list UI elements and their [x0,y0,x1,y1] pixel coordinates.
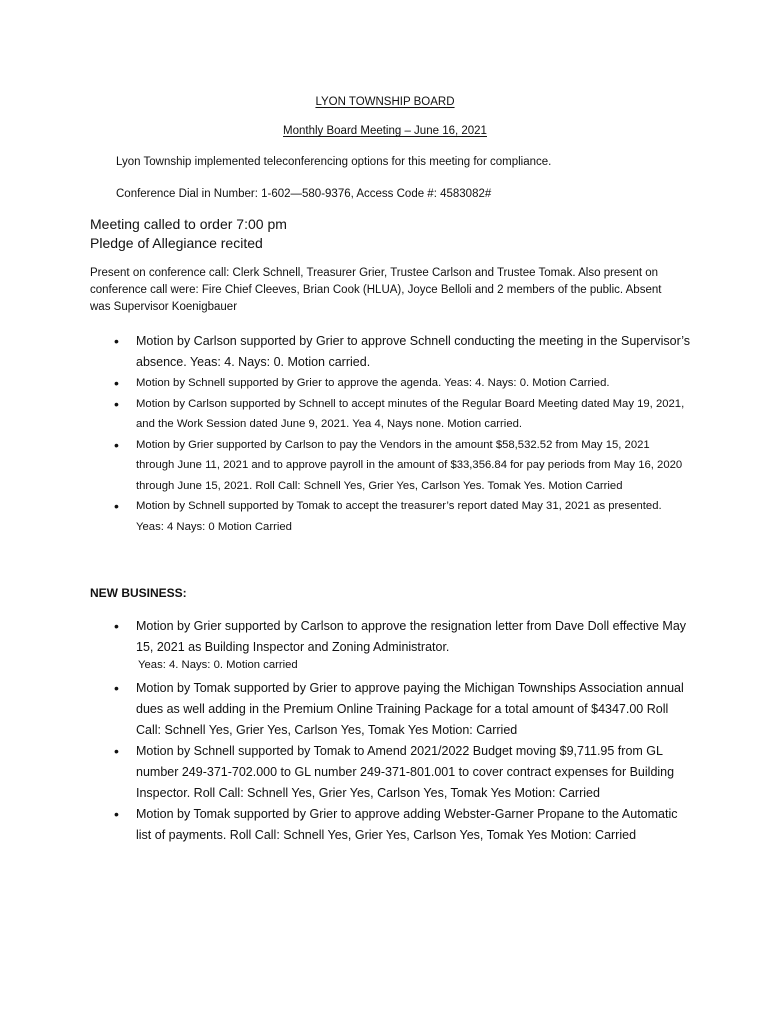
meeting-date-title: Monthly Board Meeting – June 16, 2021 [283,125,487,137]
list-item: • Motion by Schnell supported by Tomak to Amend 2021/2022 Budget moving $9,711.95 from GL number 249-371-702.000 to GL number 249-371-801.001 to cover contract expenses for Building Inspector. Roll Call: Schnell Yes, Grier Yes, Carlson Yes, Tomak Yes Motion: Carried [90,741,690,804]
list-item: • Motion by Schnell supported by Grier to approve the agenda. Yeas: 4. Nays: 0. Motion Carried. [90,373,690,394]
new-business-list-a [90,616,690,658]
teleconference-note: Lyon Township implemented teleconferencing options for this meeting for compliance. [116,156,552,168]
list-item: • Motion by Carlson supported by Grier to approve Schnell conducting the meeting in the Supervisor’s absence. Yeas: 4. Nays: 0. Motion carried. [90,331,690,373]
list-item: • Motion by Schnell supported by Tomak to accept the treasurer’s report dated May 31, 2021 as presented. Yeas: 4 Nays: 0 Motion Carried [90,496,690,537]
document-title: LYON TOWNSHIP BOARD [315,96,455,108]
dial-in-info: Conference Dial in Number: 1-602—580-9376, Access Code #: 4583082# [116,188,492,200]
list-item: • Motion by Grier supported by Carlson to approve the resignation letter from Dave Doll effective May 15, 2021 as Building Inspector and Zoning Administrator. [90,616,690,658]
list-item: • Motion by Carlson supported by Schnell to accept minutes of the Regular Board Meeting dated May 19, 2021, and the Work Session dated June 9, 2021. Yea 4, Nays none. Motion carried. [90,394,690,435]
pledge-line: Pledge of Allegiance recited [90,235,263,251]
new-business-list-b [90,678,690,846]
list-item: • Motion by Tomak supported by Grier to approve adding Webster-Garner Propane to the Automatic list of payments. Roll Call: Schnell Yes, Grier Yes, Carlson Yes, Tomak Yes Motion: Carried [90,804,690,846]
call-to-order: Meeting called to order 7:00 pm [90,216,287,232]
new-business-heading: NEW BUSINESS: [90,586,187,600]
motions-list [90,331,690,537]
list-item: • Motion by Tomak supported by Grier to approve paying the Michigan Townships Association annual dues as well adding in the Premium Online Training Package for a total amount of $4347.00 Roll Call: Schnell Yes, Grier Yes, Carlson Yes, Tomak Yes Motion: Carried [90,678,690,741]
list-item: • Motion by Grier supported by Carlson to pay the Vendors in the amount $58,532.52 from May 15, 2021 through June 11, 2021 and to approve payroll in the amount of $33,356.84 for pay periods from May 16, 2020 through June 15, 2021. Roll Call: Schnell Yes, Grier Yes, Carlson Yes. Tomak Yes. Motion Carried [90,435,690,497]
attendance-paragraph: Present on conference call: Clerk Schnell, Treasurer Grier, Trustee Carlson and Trustee Tomak. Also present on conference call were: Fire Chief Cleeves, Brian Cook (HLUA), Joyce Belloli and 2 members of the public. Absent was Supervisor Koenigbauer [90,267,662,313]
resignation-vote: Yeas: 4. Nays: 0. Motion carried [138,659,298,671]
